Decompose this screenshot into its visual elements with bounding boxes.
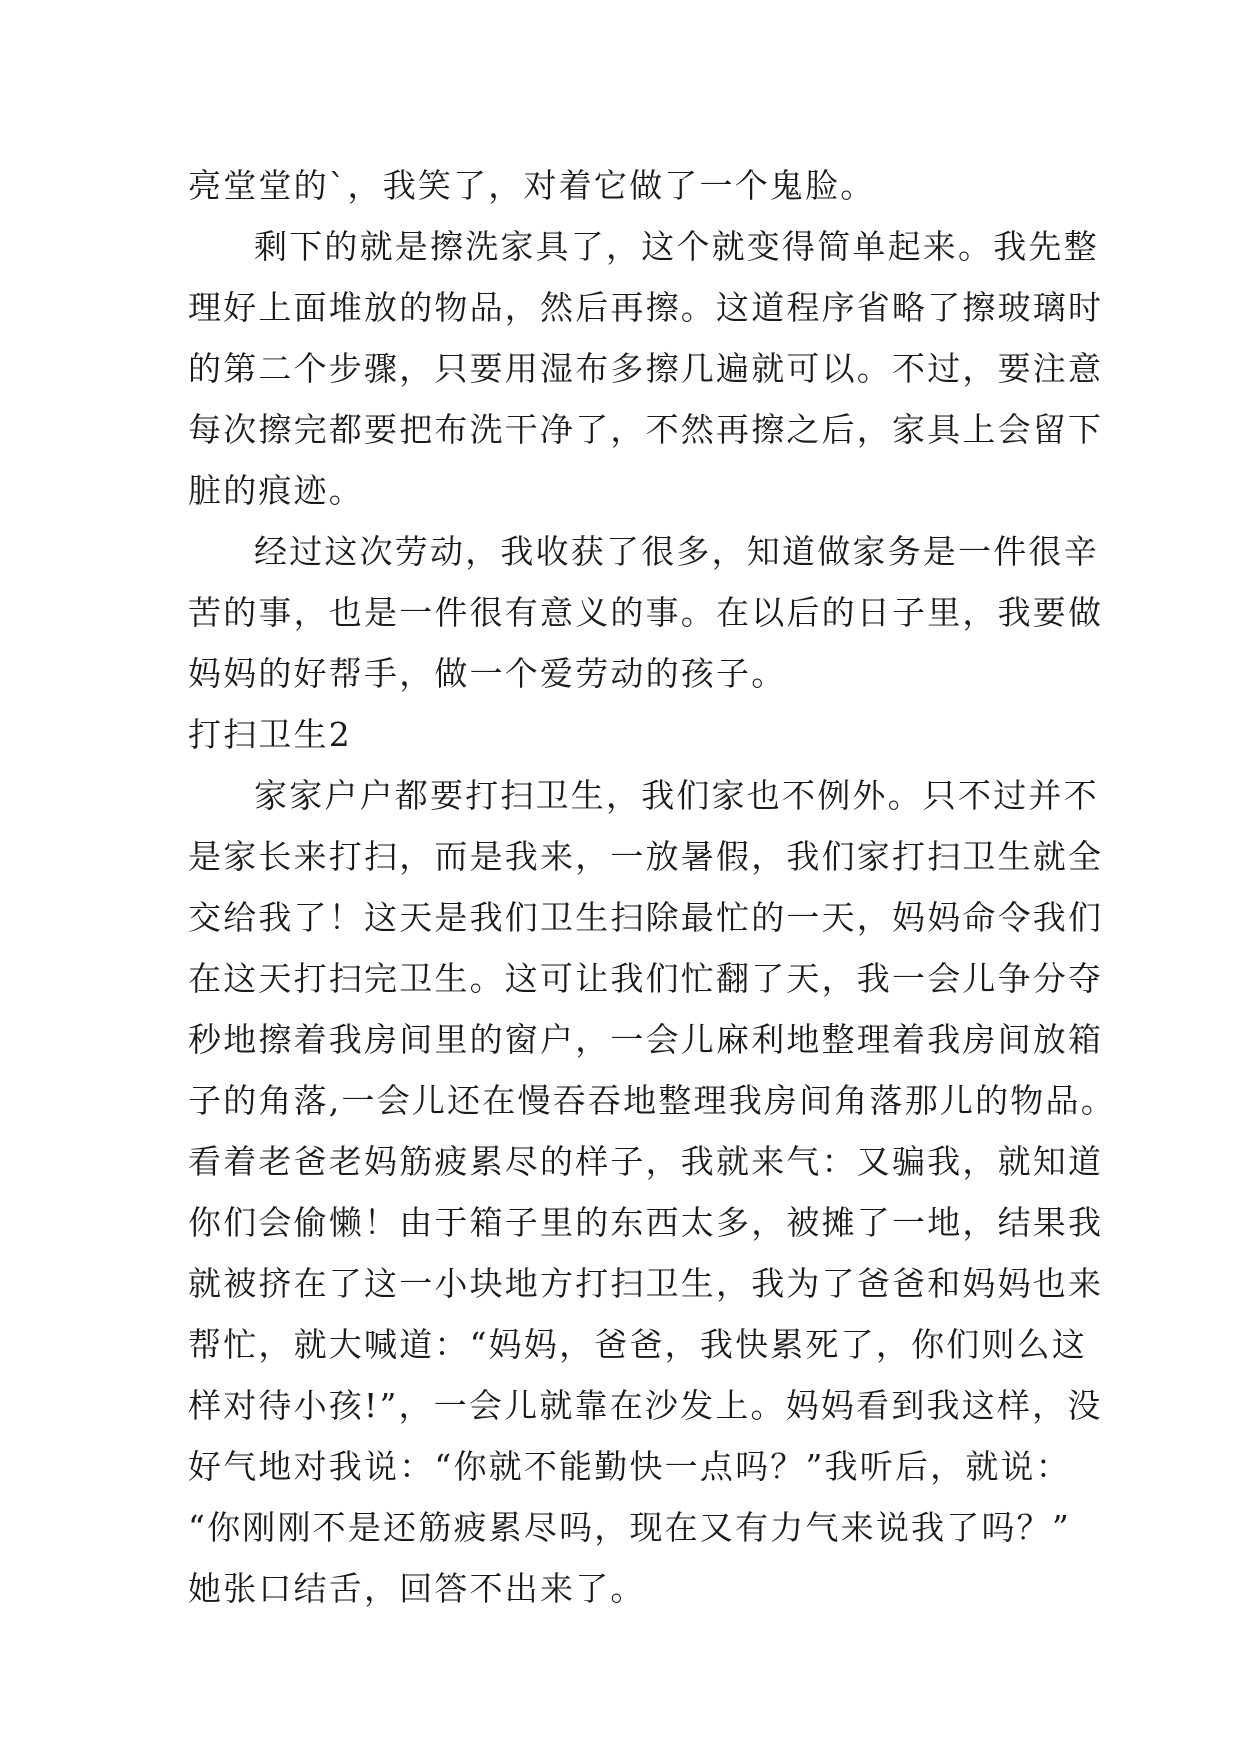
text-line: 每次擦完都要把布洗干净了，不然再擦之后，家具上会留下 [188, 410, 1104, 449]
text-line: 苦的事，也是一件很有意义的事。在以后的日子里，我要做 [188, 593, 1104, 632]
text-line: 看着老爸老妈筋疲累尽的样子，我就来气：又骗我，就知道 [188, 1142, 1104, 1181]
paragraph [188, 765, 1116, 1619]
text-line: 是家长来打扫，而是我来，一放暑假，我们家打扫卫生就全 [188, 837, 1104, 876]
text-line: “你刚刚不是还筋疲累尽吗，现在又有力气来说我了吗？” [188, 1508, 1071, 1547]
text-line: 子的角落,一会儿还在慢吞吞地整理我房间角落那儿的物品。 [188, 1081, 1116, 1120]
text-line: 秒地擦着我房间里的窗户，一会儿麻利地整理着我房间放箱 [188, 1020, 1104, 1059]
text-line: 剩下的就是擦洗家具了，这个就变得简单起来。我先整 [254, 227, 1099, 266]
text-line: 亮堂堂的`，我笑了，对着它做了一个鬼脸。 [188, 166, 876, 205]
text-line: 经过这次劳动，我收获了很多，知道做家务是一件很辛 [254, 532, 1099, 571]
text-line: 你们会偷懒！由于箱子里的东西太多，被摊了一地，结果我 [188, 1203, 1104, 1242]
text-line: 的第二个步骤，只要用湿布多擦几遍就可以。不过，要注意 [188, 349, 1104, 388]
text-line: 帮忙，就大喊道：“妈妈，爸爸，我快累死了，你们则么这 [188, 1325, 1088, 1364]
text-line: 就被挤在了这一小块地方打扫卫生，我为了爸爸和妈妈也来 [188, 1264, 1104, 1303]
text-line: 脏的痕迹。 [188, 471, 364, 510]
text-line: 家家户户都要打扫卫生，我们家也不例外。只不过并不 [254, 776, 1099, 815]
text-line: 样对待小孩!”，一会儿就靠在沙发上。妈妈看到我这样，没 [188, 1386, 1103, 1425]
text-line: 妈妈的好帮手，做一个爱劳动的孩子。 [188, 654, 787, 693]
text-line: 好气地对我说：“你就不能勤快一点吗？”我听后，就说： [188, 1447, 1071, 1486]
text-line: 交给我了！这天是我们卫生扫除最忙的一天，妈妈命令我们 [188, 898, 1104, 937]
text-line: 在这天打扫完卫生。这可让我们忙翻了天，我一会儿争分夺 [188, 959, 1104, 998]
document-body [188, 155, 1116, 1619]
paragraph [188, 155, 1054, 216]
text-line: 理好上面堆放的物品，然后再擦。这道程序省略了擦玻璃时 [188, 288, 1104, 327]
paragraph [188, 521, 1104, 704]
section-heading: 打扫卫生2 [188, 715, 352, 754]
paragraph [188, 216, 1104, 521]
text-line: 她张口结舌，回答不出来了。 [188, 1569, 646, 1608]
